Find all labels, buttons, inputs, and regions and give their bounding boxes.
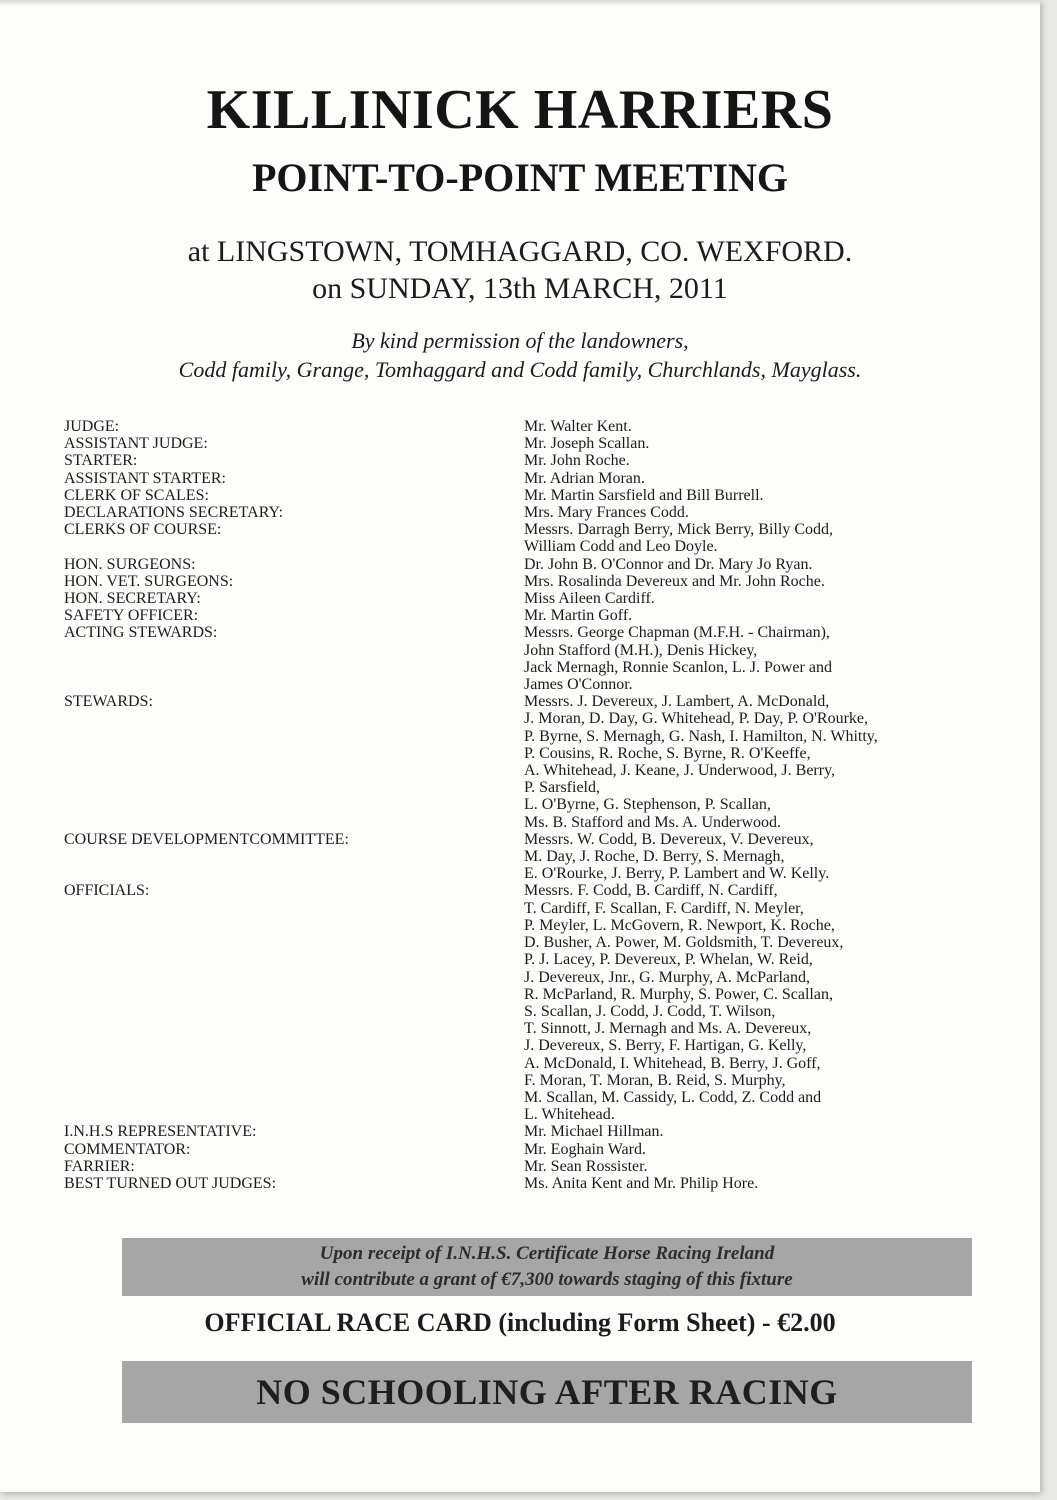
official-row <box>64 1141 984 1158</box>
official-row <box>64 452 984 469</box>
official-role: HON. VET. SURGEONS: <box>64 572 234 590</box>
official-name-line: S. Scallan, J. Codd, J. Codd, T. Wilson, <box>524 1002 776 1020</box>
permission-line-1: By kind permission of the landowners, <box>351 328 689 353</box>
official-name-line: Miss Aileen Cardiff. <box>524 590 655 608</box>
official-name-line: Mr. Martin Goff. <box>524 607 633 625</box>
official-name-line: M. Scallan, M. Cassidy, L. Codd, Z. Codd and <box>524 1088 822 1106</box>
official-row <box>64 418 984 435</box>
official-name-line: Mrs. Rosalinda Devereux and Mr. John Roche. <box>524 572 825 590</box>
official-role: DECLARATIONS SECRETARY: <box>64 504 284 522</box>
page-title: KILLINICK HARRIERS <box>206 79 834 141</box>
official-name-line: J. Moran, D. Day, G. Whitehead, P. Day, P. O'Rourke, <box>524 710 869 728</box>
official-role: COMMENTATOR: <box>64 1140 191 1158</box>
official-row <box>64 1123 984 1140</box>
official-name-line: L. O'Byrne, G. Stephenson, P. Scallan, <box>524 796 771 814</box>
official-row <box>64 882 984 1123</box>
official-name-line: Mr. John Roche. <box>524 452 630 470</box>
official-names <box>524 452 984 469</box>
official-name-line: A. McDonald, I. Whitehead, B. Berry, J. Goff, <box>524 1054 821 1072</box>
official-role: HON. SECRETARY: <box>64 590 201 608</box>
official-name-line: William Codd and Leo Doyle. <box>524 538 718 556</box>
official-role: BEST TURNED OUT JUDGES: <box>64 1174 277 1192</box>
official-name-line: Dr. John B. O'Connor and Dr. Mary Jo Ryan. <box>524 555 813 573</box>
official-row <box>64 693 984 831</box>
official-name-line: P. Cousins, R. Roche, S. Byrne, R. O'Keeffe, <box>524 744 811 762</box>
official-role: FARRIER: <box>64 1157 135 1175</box>
official-row <box>64 831 984 883</box>
official-names <box>524 590 984 607</box>
permission-note <box>0 326 1040 384</box>
official-role: ASSISTANT JUDGE: <box>64 435 208 453</box>
official-name-line: Messrs. F. Codd, B. Cardiff, N. Cardiff, <box>524 882 778 900</box>
official-name-line: P. Meyler, L. McGovern, R. Newport, K. Roche, <box>524 916 835 934</box>
race-card-price: OFFICIAL RACE CARD (including Form Sheet) - €2.00 <box>204 1308 836 1337</box>
official-role: STARTER: <box>64 452 138 470</box>
official-name-line: J. Devereux, S. Berry, F. Hartigan, G. Kelly, <box>524 1037 807 1055</box>
official-role: ACTING STEWARDS: <box>64 624 218 642</box>
official-names <box>524 693 984 831</box>
official-names <box>524 607 984 624</box>
official-name-line: R. McParland, R. Murphy, S. Power, C. Scallan, <box>524 985 833 1003</box>
official-role: ASSISTANT STARTER: <box>64 469 226 487</box>
official-name-line: P. Byrne, S. Mernagh, G. Nash, I. Hamilton, N. Whitty, <box>524 727 878 745</box>
official-row <box>64 556 984 573</box>
official-names <box>524 470 984 487</box>
official-name-line: Mr. Adrian Moran. <box>524 469 645 487</box>
official-names <box>524 573 984 590</box>
officials-list <box>64 418 984 1192</box>
official-role: STEWARDS: <box>64 693 153 711</box>
no-schooling-banner: NO SCHOOLING AFTER RACING <box>122 1361 972 1423</box>
page-subtitle: POINT-TO-POINT MEETING <box>251 155 789 200</box>
official-names <box>524 1141 984 1158</box>
official-name-line: T. Sinnott, J. Mernagh and Ms. A. Devereux, <box>524 1020 812 1038</box>
official-role: COURSE DEVELOPMENTCOMMITTEE: <box>64 830 349 848</box>
official-names <box>524 1158 984 1175</box>
official-role: SAFETY OFFICER: <box>64 607 199 625</box>
official-role: JUDGE: <box>64 418 120 435</box>
date-line: on SUNDAY, 13th MARCH, 2011 <box>312 272 728 305</box>
official-row <box>64 504 984 521</box>
official-name-line: Mr. Martin Sarsfield and Bill Burrell. <box>524 486 764 504</box>
official-row <box>64 435 984 452</box>
official-name-line: Messrs. J. Devereux, J. Lambert, A. McDonald, <box>524 693 830 711</box>
official-name-line: E. O'Rourke, J. Berry, P. Lambert and W. Kelly. <box>524 865 830 883</box>
official-names <box>524 1123 984 1140</box>
permission-line-2: Codd family, Grange, Tomhaggard and Codd family, Churchlands, Mayglass. <box>178 357 862 382</box>
official-name-line: J. Devereux, Jnr., G. Murphy, A. McParland, <box>524 968 811 986</box>
official-row <box>64 590 984 607</box>
official-name-line: P. Sarsfield, <box>524 779 600 797</box>
official-names <box>524 521 984 555</box>
official-names <box>524 556 984 573</box>
official-names <box>524 487 984 504</box>
official-name-line: M. Day, J. Roche, D. Berry, S. Mernagh, <box>524 848 785 866</box>
official-name-line: James O'Connor. <box>524 676 633 694</box>
official-name-line: Mr. Eoghain Ward. <box>524 1140 646 1158</box>
official-row <box>64 607 984 624</box>
official-name-line: F. Moran, T. Moran, B. Reid, S. Murphy, <box>524 1071 786 1089</box>
official-name-line: Jack Mernagh, Ronnie Scanlon, L. J. Power and <box>524 658 832 676</box>
grant-line-2: will contribute a grant of €7,300 towards staging of this fixture <box>301 1269 793 1290</box>
official-name-line: Messrs. W. Codd, B. Devereux, V. Devereux, <box>524 830 814 848</box>
official-name-line: D. Busher, A. Power, M. Goldsmith, T. Devereux, <box>524 934 844 952</box>
official-name-line: John Stafford (M.H.), Denis Hickey, <box>524 641 758 659</box>
official-role: I.N.H.S REPRESENTATIVE: <box>64 1123 257 1141</box>
official-role: CLERKS OF COURSE: <box>64 521 222 539</box>
grant-line-1: Upon receipt of I.N.H.S. Certificate Horse Racing Ireland <box>319 1243 775 1264</box>
official-name-line: P. J. Lacey, P. Devereux, P. Whelan, W. Reid, <box>524 951 813 969</box>
official-name-line: Mr. Sean Rossister. <box>524 1157 648 1175</box>
official-name-line: Ms. B. Stafford and Ms. A. Underwood. <box>524 813 782 831</box>
venue-line: at LINGSTOWN, TOMHAGGARD, CO. WEXFORD. <box>187 235 853 268</box>
grant-banner <box>122 1238 972 1296</box>
official-name-line: Mr. Joseph Scallan. <box>524 435 650 453</box>
official-row <box>64 1175 984 1192</box>
official-names <box>524 418 984 435</box>
official-names <box>524 435 984 452</box>
official-name-line: Messrs. George Chapman (M.F.H. - Chairman), <box>524 624 830 642</box>
official-name-line: Ms. Anita Kent and Mr. Philip Hore. <box>524 1174 759 1192</box>
official-role: CLERK OF SCALES: <box>64 486 209 504</box>
official-role: HON. SURGEONS: <box>64 555 196 573</box>
official-name-line: Mrs. Mary Frances Codd. <box>524 504 689 522</box>
official-names <box>524 831 984 883</box>
official-row <box>64 470 984 487</box>
official-name-line: A. Whitehead, J. Keane, J. Underwood, J. Berry, <box>524 762 836 780</box>
official-name-line: Mr. Michael Hillman. <box>524 1123 664 1141</box>
official-role: OFFICIALS: <box>64 882 150 900</box>
official-name-line: Mr. Walter Kent. <box>524 418 632 435</box>
official-names <box>524 624 984 693</box>
official-row <box>64 624 984 693</box>
official-row <box>64 521 984 555</box>
official-row <box>64 487 984 504</box>
official-name-line: L. Whitehead. <box>524 1106 615 1124</box>
official-names <box>524 1175 984 1192</box>
official-names <box>524 882 984 1123</box>
official-row <box>64 1158 984 1175</box>
official-row <box>64 573 984 590</box>
official-name-line: T. Cardiff, F. Scallan, F. Cardiff, N. Meyler, <box>524 899 804 917</box>
official-name-line: Messrs. Darragh Berry, Mick Berry, Billy Codd, <box>524 521 833 539</box>
official-names <box>524 504 984 521</box>
